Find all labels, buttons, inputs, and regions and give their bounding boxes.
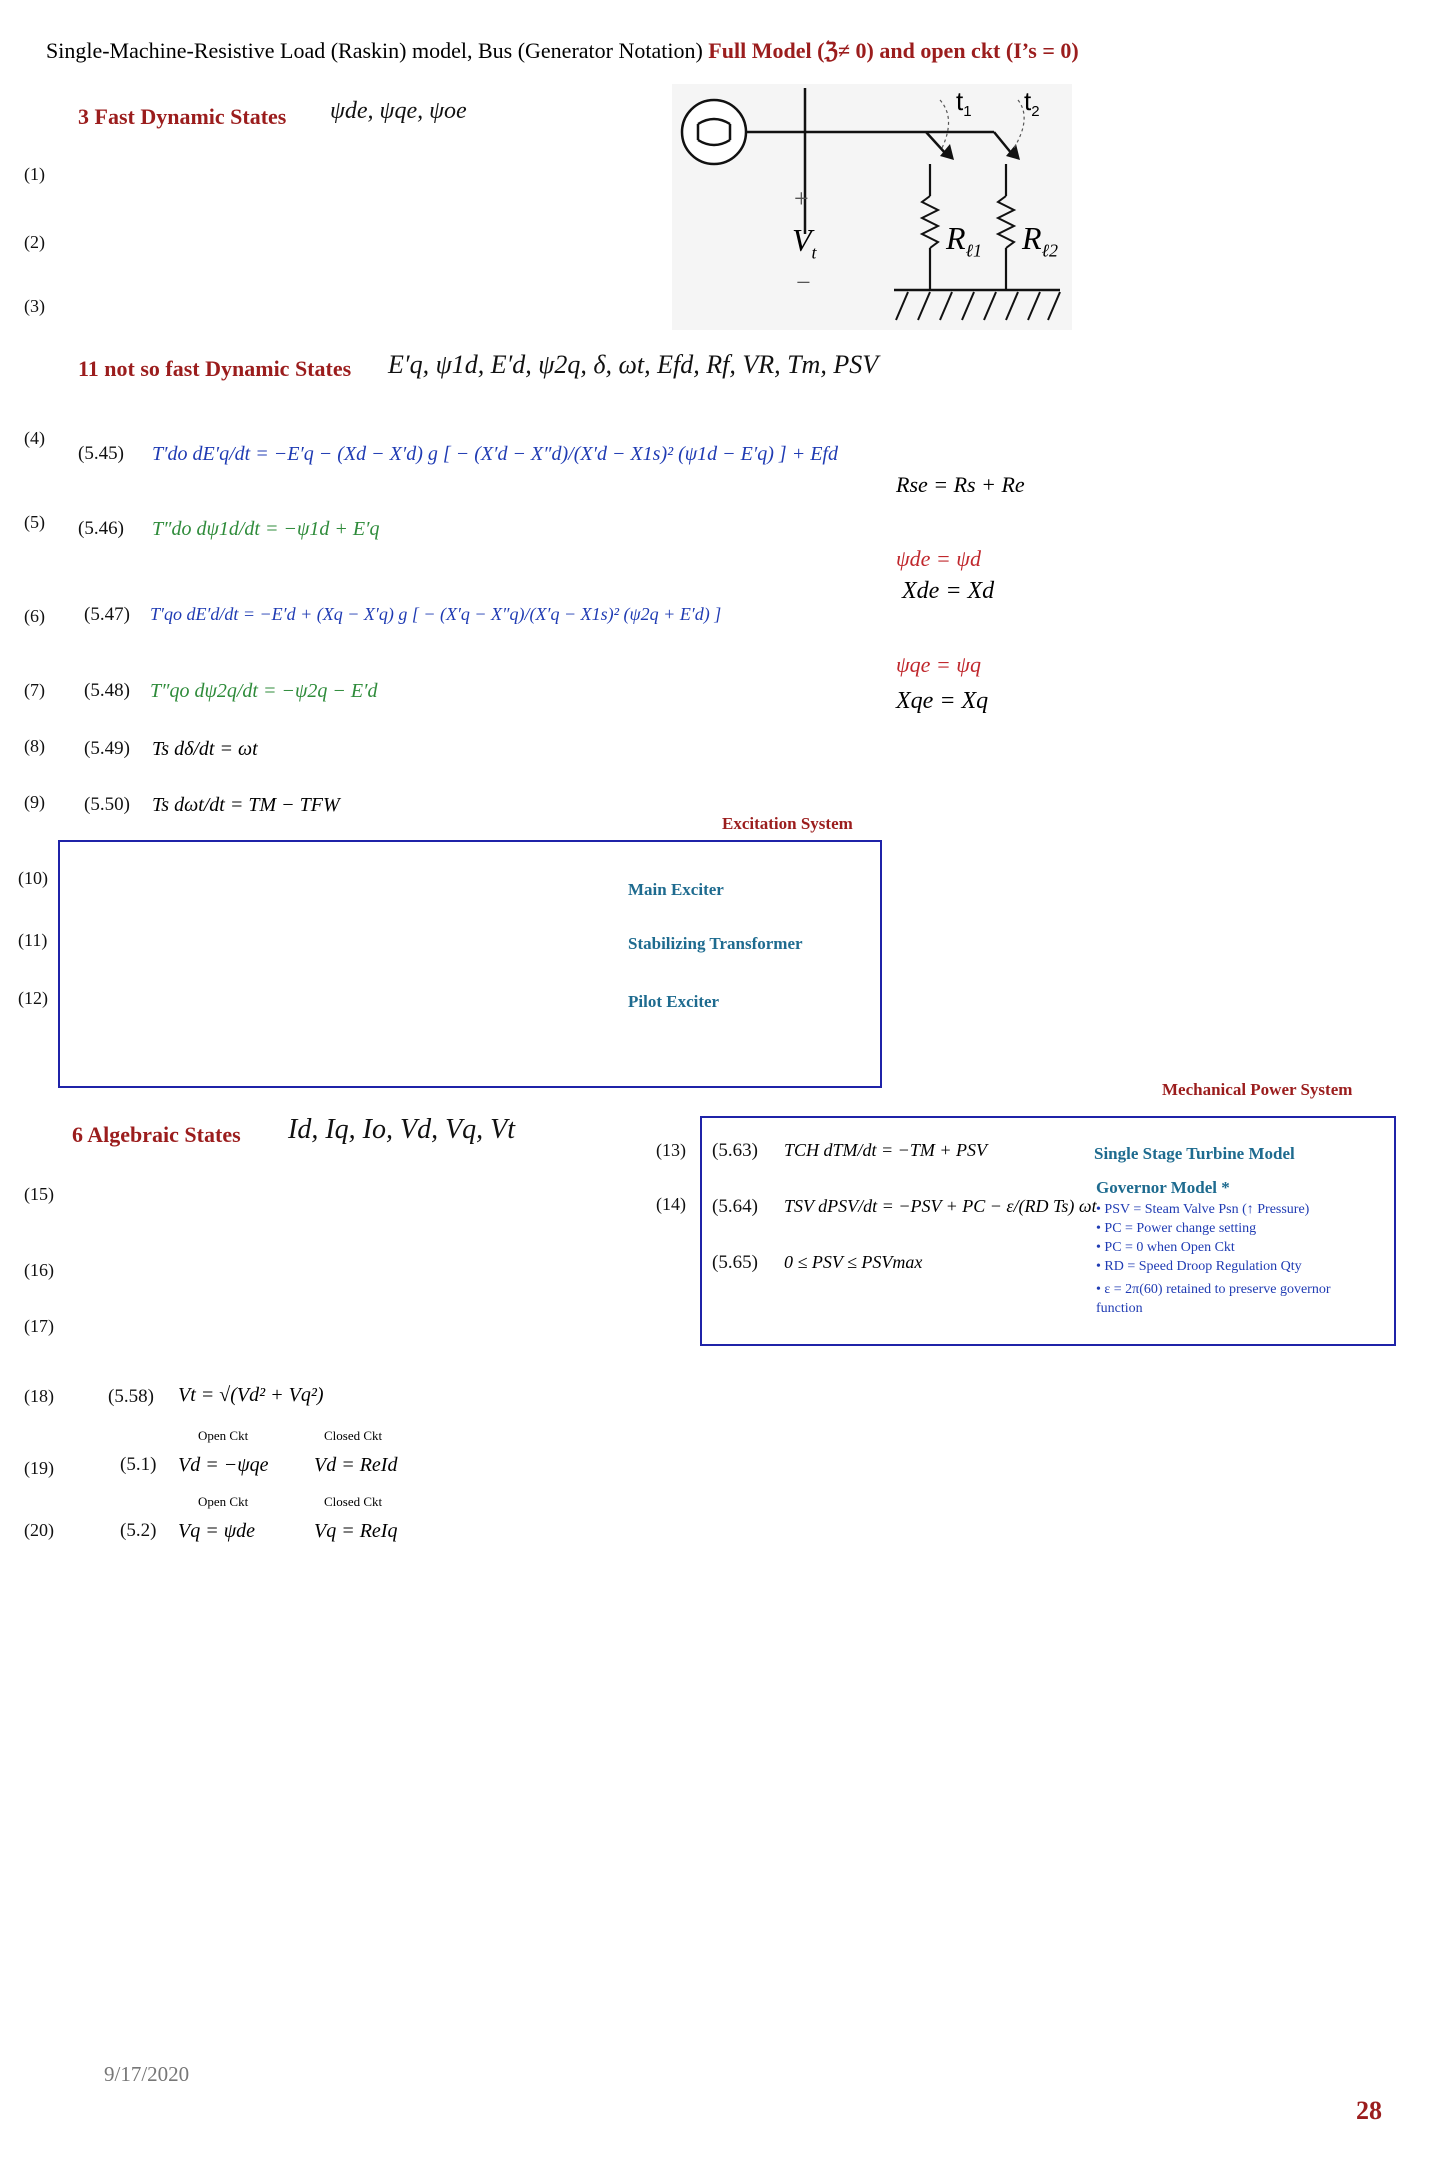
turbine-model-label: Single Stage Turbine Model bbox=[1094, 1144, 1295, 1163]
rse-relation: Rse = Rs + Re bbox=[896, 472, 1025, 497]
row-number: (3) bbox=[24, 296, 45, 316]
vt-label: $V_t$ bbox=[792, 222, 817, 263]
slow-states-heading: 11 not so fast Dynamic States bbox=[78, 356, 352, 381]
equation-number: (5.1) bbox=[120, 1454, 157, 1475]
equation-5-65: 0 ≤ PSV ≤ PSVmax bbox=[784, 1252, 923, 1272]
stabilizing-transformer-label: Stabilizing Transformer bbox=[628, 934, 803, 953]
governor-bullet: • PSV = Steam Valve Psn (↑ Pressure) bbox=[1096, 1202, 1310, 1217]
equation-5-58: Vt = √(Vd² + Vq²) bbox=[178, 1384, 324, 1406]
row-number: (2) bbox=[24, 232, 45, 252]
page-number: 28 bbox=[1356, 2096, 1382, 2125]
equation-number: (5.58) bbox=[108, 1386, 154, 1407]
row-number: (1) bbox=[24, 164, 45, 184]
governor-bullet: • PC = 0 when Open Ckt bbox=[1096, 1240, 1235, 1255]
equation-number: (5.46) bbox=[78, 518, 124, 539]
t2-label: $t_2$ bbox=[1024, 86, 1040, 121]
main-exciter-label: Main Exciter bbox=[628, 880, 724, 899]
equation-5-45: T′do dE′q/dt = −E′q − (Xd − X′d) g [ − (X′d − X″d)/(X′d − X1s)² (ψ1d − E′q) ] + Efd bbox=[152, 443, 838, 465]
row-number: (8) bbox=[24, 736, 45, 756]
title-text: Single-Machine-Resistive Load (Raskin) model, Bus (Generator Notation) bbox=[46, 38, 709, 63]
footer-date: 9/17/2020 bbox=[104, 2062, 190, 2086]
fast-states-symbols: ψde, ψqe, ψoe bbox=[330, 98, 467, 124]
row-number: (20) bbox=[24, 1520, 54, 1540]
equation-number: (5.2) bbox=[120, 1520, 157, 1541]
governor-model-label: Governor Model * bbox=[1096, 1178, 1230, 1197]
equation-number: (5.63) bbox=[712, 1140, 758, 1161]
equation-number: (5.64) bbox=[712, 1196, 758, 1217]
fast-states-heading: 3 Fast Dynamic States bbox=[78, 104, 287, 129]
equation-5-48: T″qo dψ2q/dt = −ψ2q − E′d bbox=[150, 680, 378, 702]
x-de-relation: Xde = Xd bbox=[902, 578, 995, 604]
equation-5-2-open: Vq = ψde bbox=[178, 1520, 256, 1542]
circuit-diagram bbox=[672, 84, 1072, 330]
equation-number: (5.49) bbox=[84, 738, 130, 759]
r1-label: $R_{\ell 1}$ bbox=[946, 220, 983, 261]
equation-number: (5.45) bbox=[78, 443, 124, 464]
resistor-1 bbox=[922, 196, 938, 248]
pilot-exciter-label: Pilot Exciter bbox=[628, 992, 720, 1011]
row-number: (12) bbox=[18, 988, 48, 1008]
title-highlight: Full Model (ℨ≠ 0) and open ckt (I’s = 0) bbox=[708, 38, 1079, 63]
governor-bullet: • RD = Speed Droop Regulation Qty bbox=[1096, 1259, 1302, 1274]
row-number: (18) bbox=[24, 1386, 54, 1406]
equation-number: (5.47) bbox=[84, 604, 130, 625]
equation-5-49: Ts dδ/dt = ωt bbox=[152, 738, 258, 760]
equation-number: (5.50) bbox=[84, 794, 130, 815]
governor-bullet: • ε = 2π(60) retained to preserve governor function bbox=[1096, 1282, 1331, 1316]
switch-1 bbox=[926, 132, 946, 154]
row-number: (7) bbox=[24, 680, 45, 700]
equation-5-1-closed: Vd = ReId bbox=[314, 1454, 398, 1476]
equation-5-50: Ts dωt/dt = TM − TFW bbox=[152, 794, 340, 816]
row-number: (19) bbox=[24, 1458, 54, 1478]
generator-icon bbox=[682, 100, 746, 164]
ground-hatch bbox=[896, 292, 1060, 320]
resistor-2 bbox=[998, 196, 1014, 248]
row-number: (4) bbox=[24, 428, 45, 448]
open-ckt-label: Open Ckt bbox=[198, 1428, 249, 1443]
equation-5-1-open: Vd = −ψqe bbox=[178, 1454, 269, 1476]
row-number: (17) bbox=[24, 1316, 54, 1336]
row-number: (11) bbox=[18, 930, 48, 950]
equation-5-63: TCH dTM/dt = −TM + PSV bbox=[784, 1140, 987, 1160]
row-number: (5) bbox=[24, 512, 45, 532]
r2-label: $R_{\ell 2}$ bbox=[1022, 220, 1059, 261]
circuit-drawing bbox=[672, 84, 1072, 330]
mechanical-label: Mechanical Power System bbox=[1162, 1080, 1353, 1099]
equation-5-46: T″do dψ1d/dt = −ψ1d + E′q bbox=[152, 518, 380, 540]
algebraic-states-symbols: Id, Iq, Io, Vd, Vq, Vt bbox=[288, 1114, 516, 1145]
algebraic-states-heading: 6 Algebraic States bbox=[72, 1122, 241, 1147]
equation-5-2-closed: Vq = ReIq bbox=[314, 1520, 398, 1542]
excitation-label: Excitation System bbox=[722, 814, 853, 833]
equation-number: (5.48) bbox=[84, 680, 130, 701]
equation-5-64: TSV dPSV/dt = −PSV + PC − ε/(RD Ts) ωt bbox=[784, 1196, 1097, 1216]
closed-ckt-label: Closed Ckt bbox=[324, 1428, 383, 1443]
row-number: (16) bbox=[24, 1260, 54, 1280]
row-number: (13) bbox=[656, 1140, 686, 1160]
closed-ckt-label: Closed Ckt bbox=[324, 1494, 383, 1509]
row-number: (10) bbox=[18, 868, 48, 888]
psi-qe-relation: ψqe = ψq bbox=[896, 652, 981, 677]
row-number: (9) bbox=[24, 792, 45, 812]
switch-2-arrow bbox=[1006, 144, 1020, 160]
page-title bbox=[46, 38, 1079, 64]
t1-label: $t_1$ bbox=[956, 86, 972, 121]
slow-states-symbols: E′q, ψ1d, E′d, ψ2q, δ, ωt, Efd, Rf, VR, Tm, PSV bbox=[388, 350, 879, 379]
governor-bullet: • PC = Power change setting bbox=[1096, 1221, 1257, 1236]
plus-sign: + bbox=[794, 184, 809, 213]
row-number: (14) bbox=[656, 1194, 686, 1214]
row-number: (6) bbox=[24, 606, 45, 626]
row-number: (15) bbox=[24, 1184, 54, 1204]
switch-2 bbox=[994, 132, 1012, 154]
psi-de-relation: ψde = ψd bbox=[896, 546, 981, 571]
equation-5-47: T′qo dE′d/dt = −E′d + (Xq − X′q) g [ − (X′q − X″q)/(X′q − X1s)² (ψ2q + E′d) ] bbox=[150, 604, 722, 624]
excitation-box bbox=[58, 840, 882, 1088]
minus-sign: − bbox=[796, 268, 811, 297]
open-ckt-label: Open Ckt bbox=[198, 1494, 249, 1509]
equation-number: (5.65) bbox=[712, 1252, 758, 1273]
x-qe-relation: Xqe = Xq bbox=[896, 688, 989, 714]
